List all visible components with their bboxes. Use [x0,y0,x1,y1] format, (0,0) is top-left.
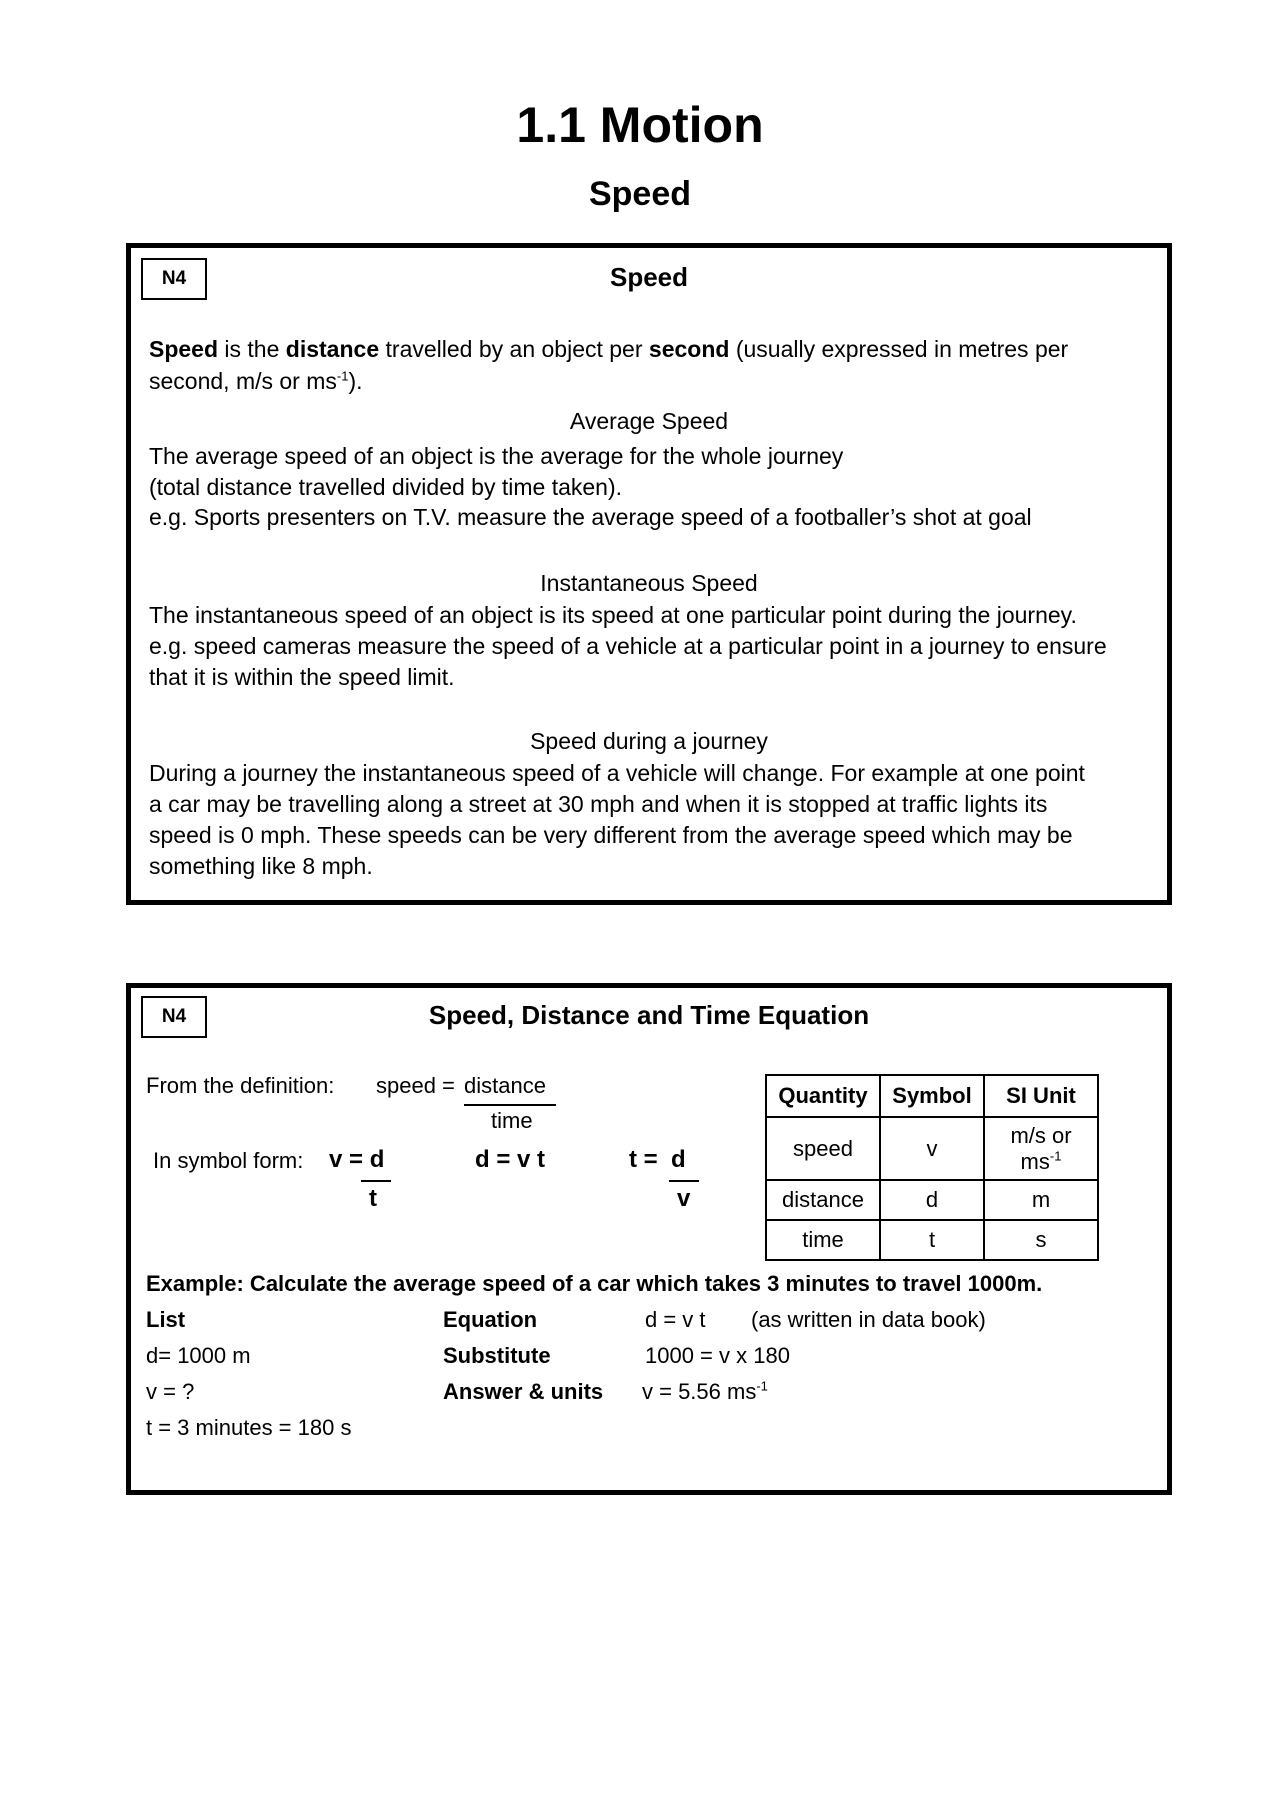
fraction-bar [669,1180,699,1182]
table-header-row [766,1075,1098,1117]
text-fragment: second, m/s or ms [149,368,337,394]
fraction-bar [464,1104,556,1106]
list-label: List [146,1307,186,1332]
journey-speed-heading: Speed during a journey [530,728,768,754]
step-label: Substitute [443,1343,551,1368]
table-row [766,1220,1098,1260]
average-speed-heading: Average Speed [569,408,729,434]
table-cell: v [880,1117,984,1180]
instantaneous-speed-text [149,600,1107,693]
speed-definition [149,333,1068,397]
list-item: d= 1000 m [146,1343,251,1368]
si-units-table [765,1074,1099,1261]
box-heading: Speed [609,262,689,292]
superscript: -1 [336,368,349,384]
table-row [766,1180,1098,1220]
equation-t-denominator: v [677,1185,691,1212]
table-cell: distance [766,1180,880,1220]
list-item: v = ? [146,1379,195,1404]
level-badge: N4 [141,258,207,300]
instantaneous-speed-heading: Instantaneous Speed [540,570,758,596]
text-line: e.g. speed cameras measure the speed of a vehicle at a particular point in a journey to ensure [149,633,1107,659]
equation-t: t = d [629,1146,686,1173]
answer-text: v = 5.56 ms [642,1379,757,1404]
list-item: t = 3 minutes = 180 s [146,1415,352,1440]
column-header: Symbol [880,1075,984,1117]
equation-v: v = d [329,1146,385,1173]
step-value: d = v t [645,1307,706,1332]
symbol-form-label: In symbol form: [153,1148,304,1173]
step-value [642,1379,768,1405]
text-fragment: (usually expressed in metres per [729,336,1069,362]
column-header: Quantity [766,1075,880,1117]
example-question: Example: Calculate the average speed of a car which takes 3 minutes to travel 1000m. [146,1271,1043,1296]
table-cell: d [880,1180,984,1220]
text-line: e.g. Sports presenters on T.V. measure the average speed of a footballer’s shot at goal [149,504,1032,530]
text-line: During a journey the instantaneous speed of a vehicle will change. For example at one point [149,760,1085,786]
step-label: Equation [443,1307,538,1332]
term-speed: Speed [149,336,219,362]
term-distance: distance [285,336,380,362]
definition-label: From the definition: [146,1073,335,1098]
unit-text: m/s or [1010,1122,1072,1148]
text-line: The instantaneous speed of an object is its speed at one particular point during the journey. [149,602,1077,628]
text-line: that it is within the speed limit. [149,664,455,690]
text-line: The average speed of an object is the average for the whole journey [149,443,844,469]
equation-box [126,983,1172,1495]
step-label: Answer & units [443,1379,604,1404]
term-second: second [648,336,730,362]
fraction-bar [361,1180,391,1182]
journey-speed-text [149,758,1085,882]
text-line: (total distance travelled divided by time taken). [149,474,623,500]
definition-lhs: speed = [376,1073,455,1098]
speed-box [126,243,1172,905]
text-fragment: is the [218,336,286,362]
unit-text: ms [1020,1148,1050,1174]
equation-v-denominator: t [369,1185,377,1212]
text-line: a car may be travelling along a street at 30 mph and when it is stopped at traffic lights its [149,791,1048,817]
table-row [766,1117,1098,1180]
step-note: (as written in data book) [751,1307,986,1332]
table-cell [984,1117,1098,1180]
page-subtitle: Speed [588,175,692,213]
column-header: SI Unit [984,1075,1098,1117]
average-speed-text [149,440,1032,532]
step-value: 1000 = v x 180 [645,1343,790,1368]
superscript: -1 [756,1378,768,1394]
equation-d: d = v t [475,1146,546,1173]
text-line: something like 8 mph. [149,853,373,879]
table-cell: t [880,1220,984,1260]
definition-denominator: time [491,1108,533,1133]
table-cell: speed [766,1117,880,1180]
table-cell: s [984,1220,1098,1260]
superscript: -1 [1049,1148,1062,1164]
page-title: 1.1 Motion [516,97,764,153]
table-cell: time [766,1220,880,1260]
text-fragment: travelled by an object per [379,336,649,362]
level-badge: N4 [141,996,207,1038]
box-heading: Speed, Distance and Time Equation [428,1000,870,1030]
definition-numerator: distance [464,1073,546,1098]
table-cell: m [984,1180,1098,1220]
text-line: speed is 0 mph. These speeds can be very different from the average speed which may be [149,822,1073,848]
text-fragment: ). [348,368,363,394]
